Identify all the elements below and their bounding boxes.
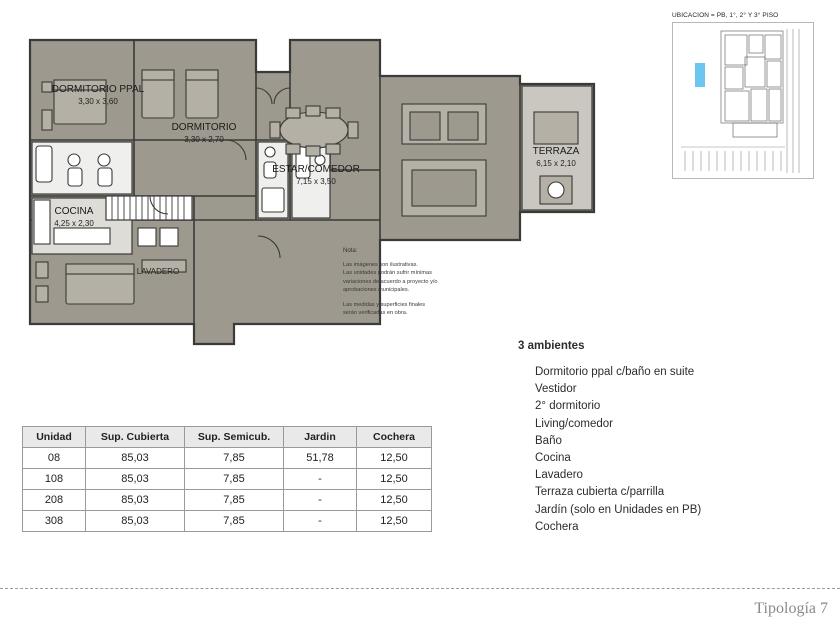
floor-plan xyxy=(10,20,640,350)
note-spacer xyxy=(343,294,518,301)
room-dims-dormitorio: 3,30 x 2,70 xyxy=(184,135,224,144)
cell-sup-semicub: 7,85 xyxy=(185,448,284,469)
amenities-title: 3 ambientes xyxy=(518,340,585,352)
note-line: Las unidades podrán sufrir mínimas xyxy=(343,270,432,277)
room-label-estar-comedor: ESTAR/COMEDOR xyxy=(272,164,360,175)
room-label-terraza: TERRAZA xyxy=(532,146,580,157)
footer-title: Tipología 7 xyxy=(754,600,828,617)
room-label-dormitorio: DORMITORIO xyxy=(171,122,237,133)
note-line: Las imágenes son ilustrativas. xyxy=(343,262,418,268)
cell-sup-cubierta: 85,03 xyxy=(86,448,185,469)
note-title: Nota: xyxy=(343,248,358,254)
column-header-cochera: Cochera xyxy=(357,427,432,448)
staircase xyxy=(106,196,192,220)
amenities-block xyxy=(518,340,818,536)
cell-unidad: 208 xyxy=(23,490,86,511)
amenities-list xyxy=(518,364,818,536)
table-row xyxy=(23,448,432,469)
cell-cochera: 12,50 xyxy=(357,469,432,490)
room-label-lavadero: LAVADERO xyxy=(136,267,180,276)
cell-cochera: 12,50 xyxy=(357,448,432,469)
room-dims-estar-comedor: 7,15 x 3,50 xyxy=(296,177,336,186)
room-dims-terraza: 6,15 x 2,10 xyxy=(536,159,576,168)
footer-divider xyxy=(0,588,840,589)
cell-sup-semicub: 7,85 xyxy=(185,490,284,511)
note-line: serán verificadas en obra. xyxy=(343,310,408,317)
list-item: Vestidor xyxy=(535,383,577,396)
table-header-row xyxy=(23,427,432,448)
note-line: variaciones de acuerdo a proyecto y/o xyxy=(343,278,438,285)
column-header-sup-cubierta: Sup. Cubierta xyxy=(86,427,185,448)
list-item: Jardín (solo en Unidades en PB) xyxy=(535,503,702,516)
list-item: Baño xyxy=(535,434,562,447)
cell-unidad: 08 xyxy=(23,448,86,469)
location-key-map xyxy=(672,12,828,179)
column-header-unidad: Unidad xyxy=(23,427,86,448)
cell-sup-cubierta: 85,03 xyxy=(86,469,185,490)
cell-unidad: 308 xyxy=(23,511,86,532)
column-header-jardin: Jardin xyxy=(284,427,357,448)
cell-sup-semicub: 7,85 xyxy=(185,469,284,490)
location-key-box xyxy=(672,22,814,179)
cell-jardin: - xyxy=(284,511,357,532)
cell-jardin: - xyxy=(284,469,357,490)
highlighted-unit xyxy=(695,63,705,87)
cell-jardin: - xyxy=(284,490,357,511)
list-item: Living/comedor xyxy=(535,417,613,430)
table-row xyxy=(23,469,432,490)
room-label-dormitorio-ppal: DORMITORIO PPAL xyxy=(51,84,145,95)
cell-sup-cubierta: 85,03 xyxy=(86,490,185,511)
cell-unidad: 108 xyxy=(23,469,86,490)
list-item: Cocina xyxy=(535,452,571,465)
list-item: Cochera xyxy=(535,520,579,533)
cell-sup-cubierta: 85,03 xyxy=(86,511,185,532)
cell-sup-semicub: 7,85 xyxy=(185,511,284,532)
list-item: 2° dormitorio xyxy=(535,400,601,413)
cell-jardin: 51,78 xyxy=(284,448,357,469)
units-table xyxy=(22,426,432,532)
column-header-sup-semicub: Sup. Semicub. xyxy=(185,427,284,448)
room-label-cocina: COCINA xyxy=(54,206,94,217)
note-block xyxy=(343,248,518,318)
table-row xyxy=(23,490,432,511)
note-line: Las medidas y superficies finales xyxy=(343,302,426,309)
note-line: aprobaciones municipales. xyxy=(343,286,410,293)
room-dims-dormitorio-ppal: 3,30 x 3,60 xyxy=(78,97,118,106)
table-row xyxy=(23,511,432,532)
list-item: Dormitorio ppal c/baño en suite xyxy=(535,366,695,378)
location-key-title: UBICACION = PB, 1°, 2° Y 3° PISO xyxy=(672,12,779,19)
list-item: Lavadero xyxy=(535,469,583,482)
room-dims-cocina: 4,25 x 2,30 xyxy=(54,219,94,228)
cell-cochera: 12,50 xyxy=(357,490,432,511)
list-item: Terraza cubierta c/parrilla xyxy=(535,486,665,499)
cell-cochera: 12,50 xyxy=(357,511,432,532)
